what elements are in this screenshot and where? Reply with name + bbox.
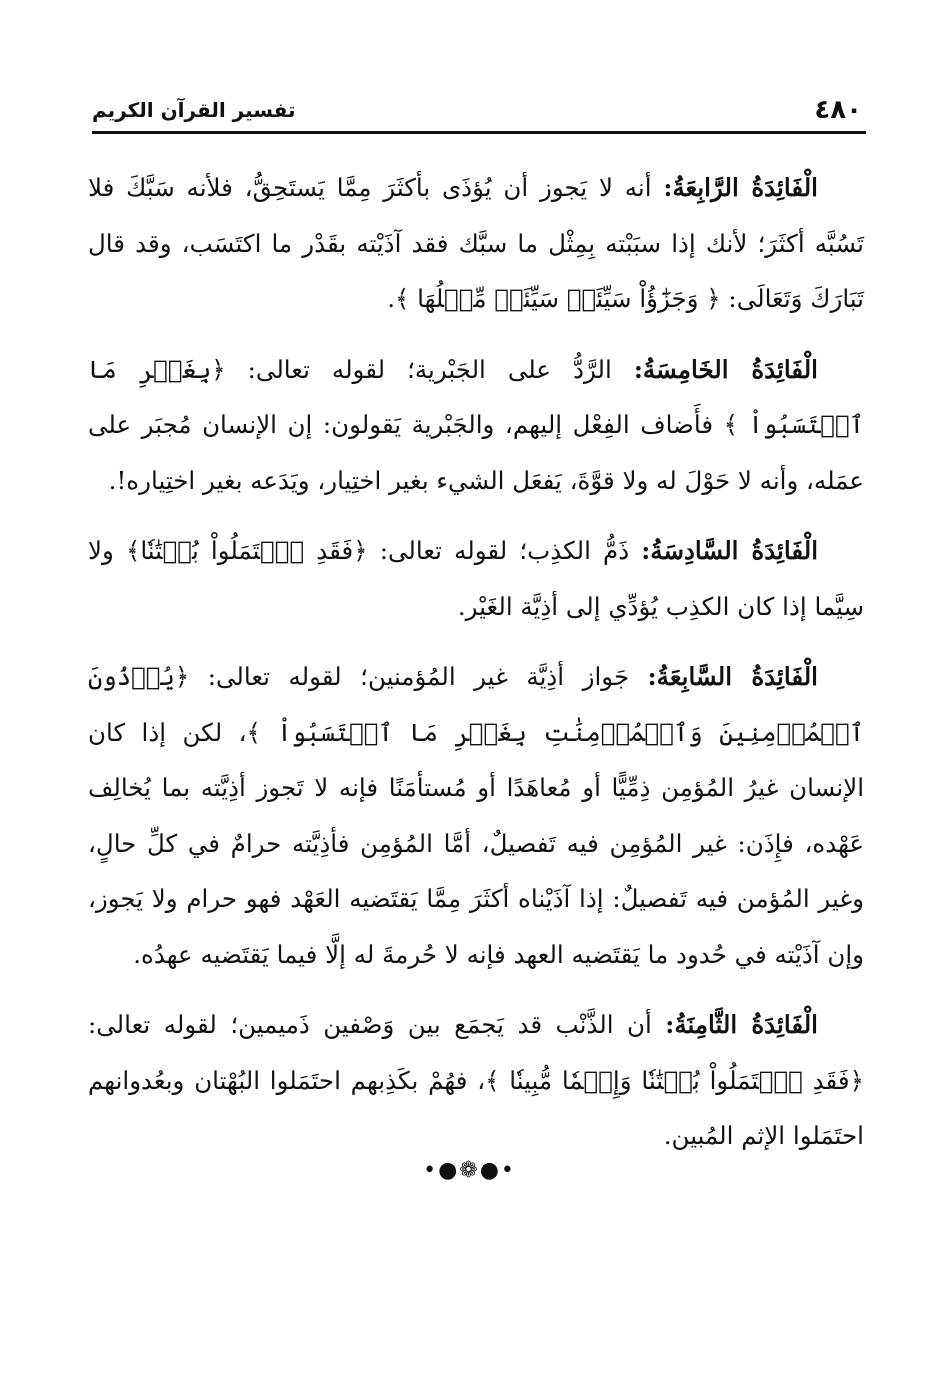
quran-verse: فَقَدِ ٱحۡتَمَلُواْ بُهۡتَٰنٗا: [140, 536, 354, 565]
book-title: تفسير القرآن الكريم: [92, 98, 296, 122]
ornate-bracket: ﴿: [211, 354, 226, 384]
benefit-label: الْفَائِدَةُ السَّابِعَةُ:: [647, 662, 818, 691]
benefit-label: الْفَائِدَةُ السَّادِسَةُ:: [641, 536, 818, 565]
body-text: [88, 160, 864, 1179]
ornate-bracket: ﴾: [125, 536, 141, 565]
ornate-bracket: ﴾: [246, 717, 261, 747]
paragraph: [88, 342, 864, 509]
ornate-bracket: ﴿: [849, 1065, 864, 1095]
paragraph-text: :: [720, 284, 737, 313]
header-rule: [92, 131, 866, 134]
paragraph-text: ذَمُّ الكذِب؛ لقوله تعالى:: [367, 536, 642, 565]
quran-verse: بِغَيۡرِ مَا ٱكۡتَسَبُواْ: [88, 354, 865, 439]
benefit-label: الْفَائِدَةُ الخَامِسَةُ:: [633, 354, 818, 384]
paragraph: [88, 523, 864, 634]
ornate-bracket: ﴾: [395, 284, 410, 313]
paragraph-text: ولا سِيَّما إذا كان الكذِب يُؤدِّي إلى أذِيَّة الغَيْر.: [88, 536, 864, 621]
quran-verse: يُؤۡذُونَ ٱلۡمُؤۡمِنِينَ وَٱلۡمُؤۡمِنَٰتِ بِغَيۡرِ مَا ٱكۡتَسَبُواْ: [88, 662, 865, 747]
benefit-label: الْفَائِدَةُ الرَّابِعَةُ:: [663, 173, 818, 202]
paragraph-text: أن الذَّنْب قد يَجمَع بين وَصْفين ذَميمين؛ لقوله تعالى:: [88, 1010, 666, 1039]
paragraph: [88, 649, 864, 982]
benefit-label: الْفَائِدَةُ الثَّامِنَةُ:: [665, 1010, 818, 1039]
ornate-bracket: ﴿: [353, 536, 368, 565]
ornate-bracket: ﴿: [174, 662, 190, 691]
paragraph: [88, 997, 864, 1164]
ornate-bracket: ﴾: [723, 410, 738, 439]
paragraph-text: الرَّدُّ على الجَبْرية؛ لقوله تعالى:: [225, 354, 634, 384]
paragraph-text: ، فهُمْ بكَذِبهم احتَمَلوا البُهْتان وبعُدوانهم احتَمَلوا الإثم المُبين.: [88, 1065, 864, 1150]
ornate-bracket: ﴾: [485, 1065, 500, 1095]
paragraph-text: ، لكن إذا كان الإنسان غيرُ المُؤمِن ذِمِّيًّا أو مُعاهَدًا أو مُستأمَنًا فإنه لا تَجوز أذِيَّته بما يُخالِف عَهْده، فإِذَن: غير المُؤمِن فيه تَفصيلٌ، أمَّا المُؤمِن فأذِيَّته حرامٌ في كلِّ حالٍ، وغير المُؤمن فيه تَفصيلٌ: إذا آذَيْناه أكثَرَ مِمَّا يَقتَضيه العَهْد فهو حرام ولا يَجوز، وإن آذَيْته في حُدود ما يَقتَضيه العهد فإنه لا حُرمةَ له إلَّا فيما يَقتَضيه عهدُه.: [88, 717, 864, 969]
paragraph-text: فأَضاف الفِعْل إليهم، والجَبْرية يَقولون: إن الإنسان مُجبَر على عمَله، وأنه لا حَوْلَ له ولا قوَّةَ، يَفعَل الشيء بغير اختِيار، ويَدَعه بغير اختِياره!.: [88, 410, 864, 495]
quran-verse: فَقَدِ ٱحۡتَمَلُواْ بُهۡتَٰنٗا وَإِثۡمٗا مُّبِينٗا: [499, 1065, 850, 1095]
running-header: [92, 92, 862, 132]
paragraph-text: تَبَارَكَ وَتَعَالَى: [736, 284, 864, 313]
paragraph-text: جَواز أذِيَّة غير المُؤمنين؛ لقوله تعالى:: [189, 662, 648, 691]
paragraph-text: .: [387, 284, 395, 313]
ornate-bracket: ﴿: [706, 284, 721, 313]
end-ornament: •●❁●•: [423, 1158, 516, 1183]
paragraph-text: أنه لا يَجوز أن يُؤذَى بأكثَرَ مِمَّا يَستَحِقُّ، فلأنه سَبَّكَ فلا تَسُبَّه أكثَرَ؛ لأنك إذا سبَبْته بِمِثْل ما سبَّك فقد آذَيْته بقَدْر ما اكتَسَب، وقد قال: [88, 173, 864, 258]
paragraph: [88, 160, 864, 327]
page-number: ٤٨٠: [814, 95, 862, 125]
quran-verse: وَجَزَٰٓؤُاْ سَيِّئَةٖ سَيِّئَةٞ مِّثۡلُهَا: [409, 284, 707, 313]
